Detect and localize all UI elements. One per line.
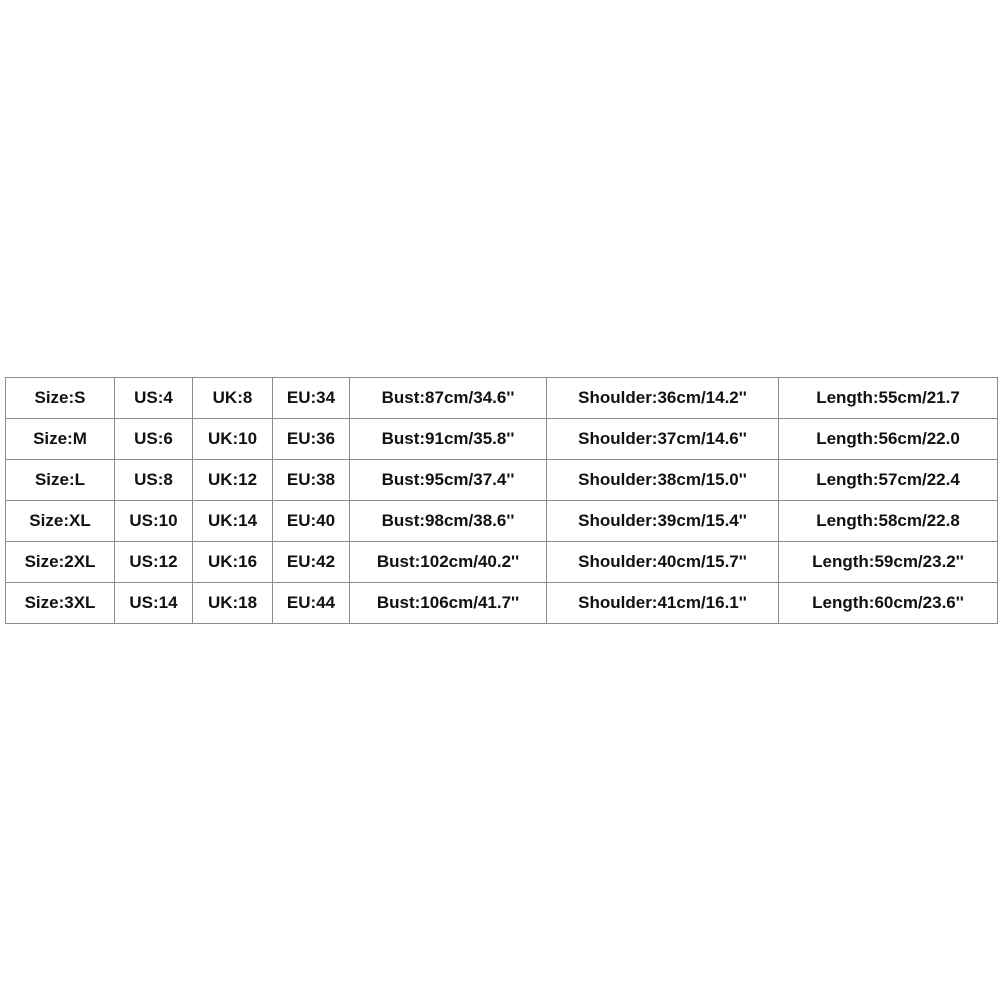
uk-size-cell: UK:18: [193, 583, 273, 624]
eu-size-cell: EU:40: [273, 501, 350, 542]
table-row: [6, 460, 998, 501]
us-size-cell: US:8: [115, 460, 193, 501]
shoulder-cell: Shoulder:39cm/15.4'': [547, 501, 779, 542]
table-row: [6, 378, 998, 419]
uk-size-cell: UK:12: [193, 460, 273, 501]
eu-size-cell: EU:44: [273, 583, 350, 624]
bust-cell: Bust:95cm/37.4'': [350, 460, 547, 501]
eu-size-cell: EU:36: [273, 419, 350, 460]
size-cell: Size:S: [6, 378, 115, 419]
size-cell: Size:XL: [6, 501, 115, 542]
shoulder-cell: Shoulder:40cm/15.7'': [547, 542, 779, 583]
size-cell: Size:L: [6, 460, 115, 501]
bust-cell: Bust:102cm/40.2'': [350, 542, 547, 583]
us-size-cell: US:10: [115, 501, 193, 542]
shoulder-cell: Shoulder:37cm/14.6'': [547, 419, 779, 460]
length-cell: Length:60cm/23.6'': [779, 583, 998, 624]
table-row: [6, 501, 998, 542]
shoulder-cell: Shoulder:41cm/16.1'': [547, 583, 779, 624]
length-cell: Length:59cm/23.2'': [779, 542, 998, 583]
uk-size-cell: UK:10: [193, 419, 273, 460]
us-size-cell: US:14: [115, 583, 193, 624]
bust-cell: Bust:106cm/41.7'': [350, 583, 547, 624]
length-cell: Length:55cm/21.7: [779, 378, 998, 419]
length-cell: Length:57cm/22.4: [779, 460, 998, 501]
bust-cell: Bust:87cm/34.6'': [350, 378, 547, 419]
table-row: [6, 419, 998, 460]
us-size-cell: US:12: [115, 542, 193, 583]
length-cell: Length:56cm/22.0: [779, 419, 998, 460]
size-cell: Size:2XL: [6, 542, 115, 583]
uk-size-cell: UK:8: [193, 378, 273, 419]
table-row: [6, 583, 998, 624]
table-row: [6, 542, 998, 583]
size-cell: Size:3XL: [6, 583, 115, 624]
us-size-cell: US:6: [115, 419, 193, 460]
size-chart-body: [6, 378, 998, 624]
shoulder-cell: Shoulder:38cm/15.0'': [547, 460, 779, 501]
shoulder-cell: Shoulder:36cm/14.2'': [547, 378, 779, 419]
length-cell: Length:58cm/22.8: [779, 501, 998, 542]
uk-size-cell: UK:14: [193, 501, 273, 542]
bust-cell: Bust:91cm/35.8'': [350, 419, 547, 460]
eu-size-cell: EU:34: [273, 378, 350, 419]
size-cell: Size:M: [6, 419, 115, 460]
size-chart-table: [5, 377, 998, 624]
uk-size-cell: UK:16: [193, 542, 273, 583]
eu-size-cell: EU:42: [273, 542, 350, 583]
us-size-cell: US:4: [115, 378, 193, 419]
eu-size-cell: EU:38: [273, 460, 350, 501]
bust-cell: Bust:98cm/38.6'': [350, 501, 547, 542]
